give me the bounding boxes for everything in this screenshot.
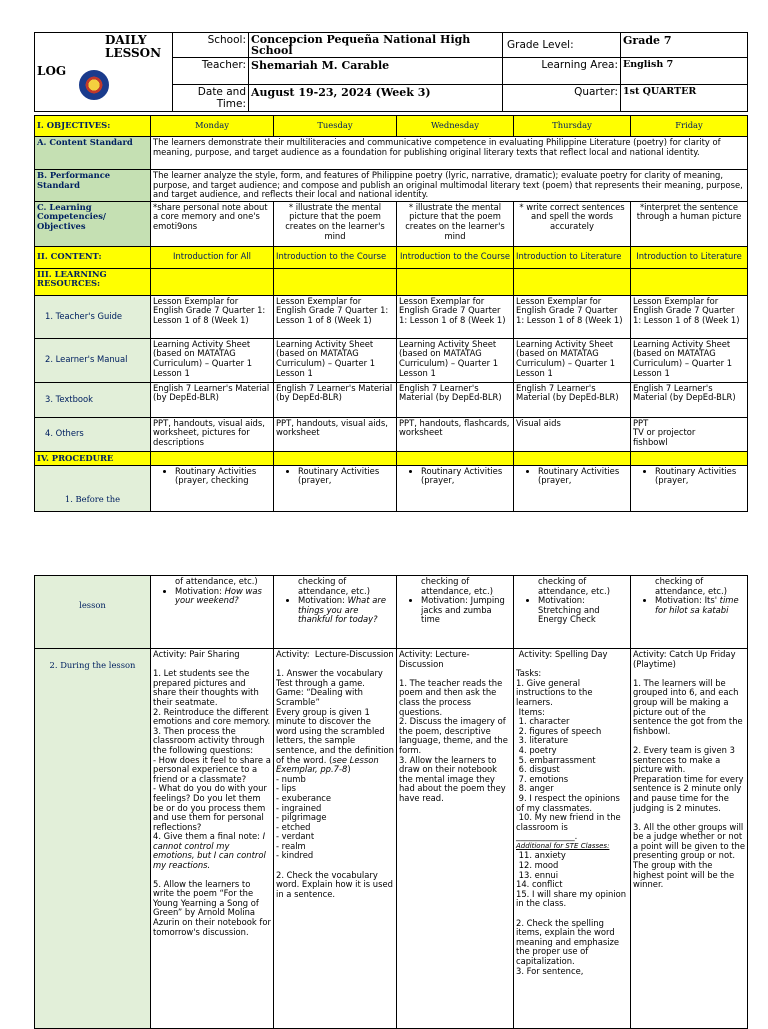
- learners-manual-friday: Learning Activity Sheet (based on MATATAG Curriculum) – Quarter 1 Lesson 1: [631, 338, 748, 382]
- content-row: [35, 246, 748, 268]
- procedure-row: [35, 451, 748, 465]
- performance-standard-label: B. Performance Standard: [35, 170, 151, 202]
- competency-tuesday: * illustrate the mental picture that the poem creates on the learner's mind: [274, 201, 397, 246]
- competency-thursday: * write correct sentences and spell the words accurately: [514, 201, 631, 246]
- before-wednesday-motivation: [421, 596, 511, 625]
- learners-manual-monday: Learning Activity Sheet (based on MATATAG Curriculum) – Quarter 1 Lesson 1: [151, 338, 274, 382]
- content-standard-label: A. Content Standard: [35, 137, 151, 170]
- before-thursday-part2: [514, 576, 631, 649]
- motivation-text: Jumping jacks and zumba time: [421, 595, 505, 625]
- dll-table-page1: [34, 115, 748, 512]
- content-standard-text: The learners demonstrate their multiliteracies and communicative competence in evaluating Philippine Literature (poetry) for clarity of meaning, purpose, and target audience as a foundation for publishing original literary texts that reflect local and national identity.: [151, 137, 748, 170]
- during-monday: [151, 649, 274, 1029]
- during-lesson-label: 2. During the lesson: [35, 649, 151, 1029]
- objectives-label: I. OBJECTIVES:: [35, 116, 151, 137]
- day-friday: Friday: [631, 116, 748, 137]
- header-table: [34, 32, 748, 112]
- before-monday-part1: [151, 465, 274, 511]
- before-friday-part1: [631, 465, 748, 511]
- before-wednesday-part2: [397, 576, 514, 649]
- grade-level-value: Grade 7: [621, 33, 748, 58]
- motivation-text: Stretching and Energy Check: [538, 604, 600, 625]
- others-label: 4. Others: [35, 417, 151, 451]
- title-log: LOG: [37, 64, 67, 78]
- before-monday-part2: [151, 576, 274, 649]
- title-daily: DAILY: [105, 33, 147, 47]
- competency-friday: *interpret the sentence through a human picture: [631, 201, 748, 246]
- motivation-text: What are things you are thankful for today?: [298, 595, 386, 625]
- teachers-guide-tuesday: Lesson Exemplar for English Grade 7 Quarter 1: Lesson 1 of 8 (Week 1): [274, 295, 397, 338]
- teacher-label: Teacher:: [173, 58, 249, 85]
- before-friday-routine: • Routinary Activities (prayer,: [655, 467, 745, 486]
- teacher-value: Shemariah M. Carable: [249, 58, 503, 85]
- others-thursday: Visual aids: [514, 417, 631, 451]
- teachers-guide-label: 1. Teacher's Guide: [35, 295, 151, 338]
- textbook-friday: English 7 Learner's Material (by DepEd-BLR): [631, 382, 748, 417]
- during-wednesday: Activity: Lecture-Discussion 1. The teacher reads the poem and then ask the class the process questions. 2. Discuss the imagery of the poem, descriptive language, theme, and the form. 3. Allow the learners to draw on their notebook the mental image they had about the poem they have read.: [397, 649, 514, 1029]
- motivation-label: Motivation:: [421, 595, 468, 606]
- textbook-label: 3. Textbook: [35, 382, 151, 417]
- competencies-row: [35, 201, 748, 246]
- motivation-label: Motivation:: [298, 595, 345, 606]
- before-tuesday-cont: checking of attendance, etc.): [298, 576, 370, 596]
- deped-seal-icon: [79, 70, 109, 100]
- grade-level-label: Grade Level:: [503, 33, 621, 58]
- during-tuesday-end: ) - numb - lips - exuberance - ingrained - pilgrimage - etched - verdant - realm - kindred 2. Check the vocabulary word. Explain how it is used in a sentence.: [276, 764, 393, 899]
- during-lesson-row: [35, 649, 748, 1029]
- motivation-text: How was your weekend?: [175, 585, 262, 606]
- before-wednesday-routine: • Routinary Activities (prayer,: [421, 467, 511, 486]
- school-value: Concepcion Pequeña National High School: [249, 33, 503, 58]
- competencies-label: C. Learning Competencies/ Objectives: [35, 201, 151, 246]
- learners-manual-wednesday: Learning Activity Sheet (based on MATATAG Curriculum) – Quarter 1 Lesson 1: [397, 338, 514, 382]
- content-monday: Introduction for All: [151, 246, 274, 268]
- learners-manual-row: [35, 338, 748, 382]
- textbook-monday: English 7 Learner's Material (by DepEd-BLR): [151, 382, 274, 417]
- before-wednesday-part1: [397, 465, 514, 511]
- content-friday: Introduction to Literature: [631, 246, 748, 268]
- page-2: [0, 575, 768, 1024]
- title-lesson: LESSON: [105, 46, 162, 60]
- teachers-guide-wednesday: Lesson Exemplar for English Grade 7 Quarter 1: Lesson 1 of 8 (Week 1): [397, 295, 514, 338]
- dll-table-page2: [34, 575, 748, 1029]
- others-friday: PPT TV or projector fishbowl: [631, 417, 748, 451]
- date-value: August 19-23, 2024 (Week 3): [249, 85, 503, 112]
- day-thursday: Thursday: [514, 116, 631, 137]
- teachers-guide-friday: Lesson Exemplar for English Grade 7 Quarter 1: Lesson 1 of 8 (Week 1): [631, 295, 748, 338]
- learners-manual-thursday: Learning Activity Sheet (based on MATATAG Curriculum) – Quarter 1 Lesson 1: [514, 338, 631, 382]
- content-tuesday: Introduction to the Course: [274, 246, 397, 268]
- learners-manual-label: 2. Learner's Manual: [35, 338, 151, 382]
- learning-area-label: Learning Area:: [503, 58, 621, 85]
- objectives-row: [35, 116, 748, 137]
- textbook-wednesday: English 7 Learner's Material (by DepEd-BLR): [397, 382, 514, 417]
- resources-label: III. LEARNING RESOURCES:: [35, 268, 151, 295]
- motivation-label: Motivation:: [175, 585, 222, 596]
- others-tuesday: PPT, handouts, visual aids, worksheet: [274, 417, 397, 451]
- dll-title-cell: [35, 33, 173, 112]
- during-tuesday-text: Activity: Lecture-Discussion 1. Answer the vocabulary Test through a game. Game: “Dealing with Scramble” Every group is given 1 minute to discover the word using the scrambled letters, the sample sentence, and the definition of the word. (: [276, 649, 394, 765]
- before-friday-cont: checking of attendance, etc.): [655, 576, 727, 596]
- day-wednesday: Wednesday: [397, 116, 514, 137]
- quarter-value: 1st QUARTER: [621, 85, 748, 112]
- day-monday: Monday: [151, 116, 274, 137]
- teachers-guide-thursday: Lesson Exemplar for English Grade 7 Quarter 1: Lesson 1 of 8 (Week 1): [514, 295, 631, 338]
- textbook-tuesday: English 7 Learner's Material (by DepEd-BLR): [274, 382, 397, 417]
- before-lesson-row-part2: [35, 576, 748, 649]
- before-thursday-motivation: [538, 596, 628, 625]
- during-monday-text: Activity: Pair Sharing 1. Let students see the prepared pictures and share their thoughts with their seatmate. 2. Reintroduce the different emotions and core memory. 3. Then process the classroom activity through the following questions: - How does it feel to share a personal experience to a friend or a classmate? - What do you do with your feelings? Do you let them be or do you process them and use them for personal reflections? 4. Give them a final note:: [153, 649, 271, 842]
- during-tuesday-ref: see Lesson Exemplar, pp.7-8: [276, 754, 379, 775]
- before-tuesday-routine: • Routinary Activities (prayer,: [298, 467, 394, 486]
- during-monday-note: I cannot control my emotions, but I can control my reactions.: [153, 831, 266, 871]
- before-tuesday-part2: [274, 576, 397, 649]
- before-thursday-routine: • Routinary Activities (prayer,: [538, 467, 628, 486]
- during-monday-end: 5. Allow the learners to write the poem “For the Young Yearning a Song of Green” by Arnold Molina Azurin on their notebook for tomorrow's discussion.: [153, 878, 274, 937]
- competency-wednesday: * illustrate the mental picture that the poem creates on the learner's mind: [397, 201, 514, 246]
- performance-standard-text: The learner analyze the style, form, and features of Philippine poetry (lyric, narrative, dramatic); evaluate poetry for clarity of meaning, purpose, and target audience; and compose and publish an original multimodal literary text (poem) that represents their meaning, purpose, and target audience, and reflects their local and national identity.: [151, 170, 748, 202]
- before-lesson-label-part1: 1. Before the: [35, 465, 151, 511]
- day-tuesday: Tuesday: [274, 116, 397, 137]
- before-monday-routine: • Routinary Activities (prayer, checking: [175, 467, 271, 486]
- motivation-text: time for hilot sa katabi: [655, 595, 739, 615]
- content-thursday: Introduction to Literature: [514, 246, 631, 268]
- during-tuesday: [274, 649, 397, 1029]
- textbook-thursday: English 7 Learner's Material (by DepEd-BLR): [514, 382, 631, 417]
- procedure-label: IV. PROCEDURE: [35, 451, 151, 465]
- content-wednesday: Introduction to the Course: [397, 246, 514, 268]
- before-friday-motivation: [655, 596, 745, 615]
- quarter-label: Quarter:: [503, 85, 621, 112]
- during-thursday-ste-label: Additional for STE Classes:: [516, 841, 610, 850]
- before-tuesday-motivation: [298, 596, 394, 625]
- content-standard-row: [35, 137, 748, 170]
- before-thursday-part1: [514, 465, 631, 511]
- before-tuesday-part1: [274, 465, 397, 511]
- learning-area-value: English 7: [621, 58, 748, 85]
- during-friday: Activity: Catch Up Friday (Playtime) 1. The learners will be grouped into 6, and each group will be making a picture out of the sentence the got from the fishbowl. 2. Every team is given 3 sentences to make a picture with. Preparation time for every sentence is 2 minute only and pause time for the judging is 2 minutes. 3. All the other groups will be a judge whether or not a point will be given to the presenting group or not. The group with the highest point will be the winner.: [631, 649, 748, 1029]
- during-thursday: [514, 649, 631, 1029]
- textbook-row: [35, 382, 748, 417]
- performance-standard-row: [35, 170, 748, 202]
- school-label: School:: [173, 33, 249, 58]
- during-thursday-text: Activity: Spelling Day Tasks: 1. Give general instructions to the learners. Items: 1. character 2. figures of speech 3. literature 4. poetry 5. embarrassment 6. disgust 7. emotions 8. anger 9. I respect the opinions of my classmates. 10. My new friend in the classroom is ______________.: [516, 649, 621, 842]
- before-wednesday-cont: checking of attendance, etc.): [421, 576, 493, 596]
- competency-monday: *share personal note about a core memory and one's emoti9ons: [151, 201, 274, 246]
- others-monday: PPT, handouts, visual aids, worksheet, pictures for descriptions: [151, 417, 274, 451]
- teachers-guide-row: [35, 295, 748, 338]
- before-monday-motivation: [175, 587, 271, 606]
- motivation-label: Motivation:: [538, 595, 585, 606]
- resources-row: [35, 268, 748, 295]
- teachers-guide-monday: Lesson Exemplar for English Grade 7 Quarter 1: Lesson 1 of 8 (Week 1): [151, 295, 274, 338]
- during-thursday-end: 11. anxiety 12. mood 13. ennui 14. conflict 15. I will share my opinion in the class. 2. Check the spelling items, explain the word meaning and emphasize the proper use of capitalization. 3. For sentence,: [516, 850, 627, 976]
- before-lesson-label-part2: lesson: [35, 576, 151, 649]
- before-friday-part2: [631, 576, 748, 649]
- before-monday-cont: of attendance, etc.): [175, 576, 258, 586]
- others-row: [35, 417, 748, 451]
- motivation-label: Motivation: Its': [655, 595, 717, 606]
- before-lesson-row-part1: [35, 465, 748, 511]
- content-label: II. CONTENT:: [35, 246, 151, 268]
- before-thursday-cont: checking of attendance, etc.): [538, 576, 610, 596]
- others-wednesday: PPT, handouts, flashcards, worksheet: [397, 417, 514, 451]
- learners-manual-tuesday: Learning Activity Sheet (based on MATATAG Curriculum) – Quarter 1 Lesson 1: [274, 338, 397, 382]
- date-label: Date and Time:: [173, 85, 249, 112]
